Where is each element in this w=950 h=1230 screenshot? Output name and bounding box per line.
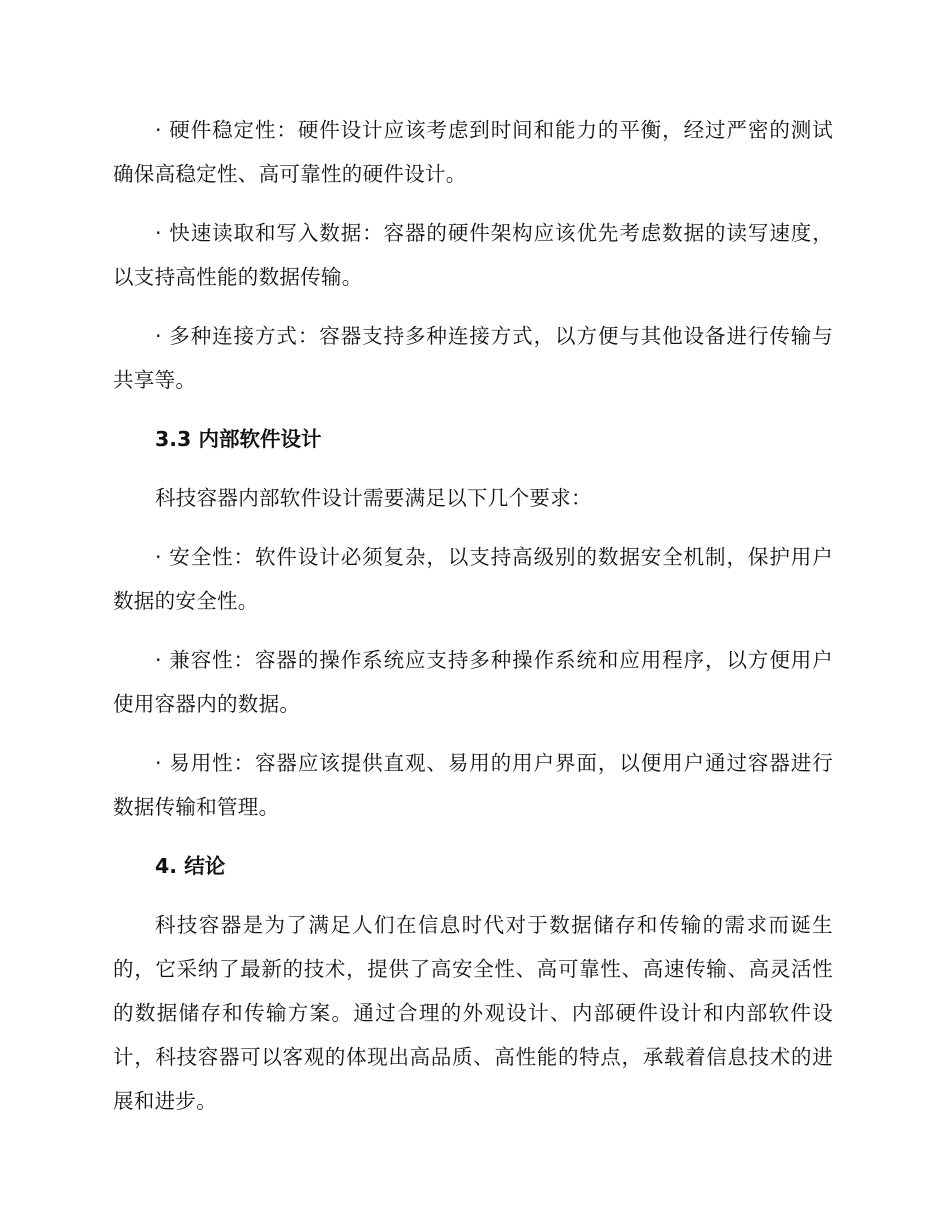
bullet-compatibility: · 兼容性：容器的操作系统应支持多种操作系统和应用程序，以方便用户使用容器内的数据。 (113, 648, 833, 716)
section-heading-software-design: 3.3 内部软件设计 (155, 427, 322, 451)
bullet-security: · 安全性：软件设计必须复杂，以支持高级别的数据安全机制，保护用户数据的安全性。 (113, 545, 833, 613)
bullet-usability: · 易用性：容器应该提供直观、易用的用户界面，以便用户通过容器进行数据传输和管理。 (113, 751, 833, 819)
document-page (113, 108, 833, 1138)
conclusion-paragraph: 科技容器是为了满足人们在信息时代对于数据储存和传输的需求而诞生的，它采纳了最新的技术，提供了高安全性、高可靠性、高速传输、高灵活性的数据储存和传输方案。通过合理的外观设计、内部硬件设计和内部软件设计，科技容器可以客观的体现出高品质、高性能的特点，承载着信息技术的进展和进步。 (113, 913, 833, 1113)
bullet-connection-methods: · 多种连接方式：容器支持多种连接方式，以方便与其他设备进行传输与共享等。 (113, 324, 833, 392)
software-requirements-intro: 科技容器内部软件设计需要满足以下几个要求： (155, 486, 592, 510)
section-heading-conclusion: 4. 结论 (155, 854, 226, 878)
bullet-hardware-stability: · 硬件稳定性：硬件设计应该考虑到时间和能力的平衡，经过严密的测试确保高稳定性、高可靠性的硬件设计。 (113, 118, 833, 186)
bullet-fast-read-write: · 快速读取和写入数据：容器的硬件架构应该优先考虑数据的读写速度，以支持高性能的数据传输。 (113, 221, 833, 289)
